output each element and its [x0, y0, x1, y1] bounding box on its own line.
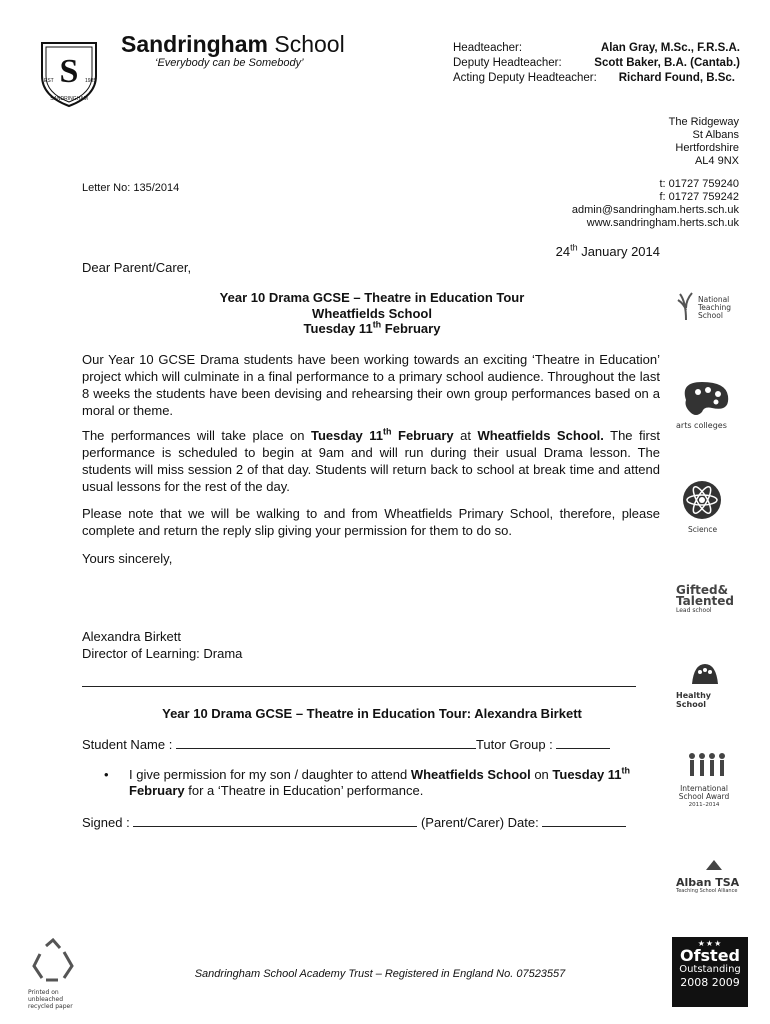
staff-row — [453, 72, 740, 87]
closing: Yours sincerely, — [82, 551, 173, 566]
crest-year: 1985 — [85, 78, 97, 84]
address-line: The Ridgeway — [668, 116, 739, 128]
logo-text: Printed on — [28, 989, 59, 996]
school-name-bold: Sandringham — [121, 31, 268, 57]
permission-venue: Wheatfields School — [410, 767, 531, 782]
logo-text: recycled paper — [28, 1003, 73, 1010]
gifted-talented-logo — [676, 585, 740, 614]
logo-text: Gifted& — [676, 583, 729, 597]
contact-details — [572, 178, 739, 230]
heading-line: Year 10 Drama GCSE – Theatre in Education Tour — [219, 290, 525, 305]
staff-role: Headteacher: — [453, 42, 523, 54]
para2-date: Tuesday 11 — [311, 428, 384, 443]
healthy-school-logo — [676, 662, 740, 709]
school-name — [121, 31, 345, 58]
alban-bird-icon — [704, 858, 724, 872]
recycled-paper-logo — [22, 938, 84, 1010]
crest-est: EST — [44, 78, 54, 84]
permission-text: for a ‘Theatre in Education’ performance. — [184, 783, 424, 798]
staff-row — [453, 57, 740, 72]
logo-text: Lead school — [676, 607, 712, 614]
permission-text: on — [530, 767, 553, 782]
reply-slip-title: Year 10 Drama GCSE – Theatre in Education Tour: Alexandra Birkett — [162, 706, 582, 721]
logo-text: National — [698, 295, 730, 304]
signatory-name: Alexandra Birkett — [82, 629, 181, 644]
ofsted-outstanding-logo — [672, 937, 748, 1007]
body-paragraph-1: Our Year 10 GCSE Drama students have been working towards an exciting ‘Theatre in Education’ project which will culminate in a final performance to a primary school audience. Throughout the last 8 weeks the students have been devising and rehearsing their own group performances based on a moral or theme. — [82, 352, 660, 418]
date-label: Date: — [507, 815, 539, 830]
address-line: AL4 9NX — [694, 155, 739, 167]
staff-name: Scott Baker, B.A. (Cantab.) — [594, 57, 740, 69]
para2-text: The performances will take place on — [82, 428, 311, 443]
arts-colleges-logo — [676, 378, 740, 430]
date-field[interactable] — [542, 815, 626, 827]
tutor-group-field[interactable] — [556, 737, 610, 749]
arts-palette-icon — [676, 378, 736, 418]
letter-heading — [82, 290, 662, 337]
tear-off-divider — [82, 686, 636, 687]
stars-icon: ★★★ — [697, 939, 723, 948]
parent-label: (Parent/Carer) — [420, 815, 505, 830]
permission-text: I give permission for my son / daughter to attend — [129, 767, 411, 782]
award-figures-icon — [684, 750, 728, 780]
permission-date: Tuesday 11 — [552, 767, 622, 782]
letter-date — [556, 244, 660, 259]
logo-text: Ofsted — [679, 946, 741, 965]
date-day: 24 — [555, 244, 571, 259]
logo-text: Talented — [676, 594, 734, 608]
school-address — [669, 116, 739, 168]
logo-text: School Award — [678, 792, 730, 801]
recycle-icon — [28, 938, 78, 984]
school-crest-logo — [38, 40, 100, 108]
logo-text: Healthy School — [676, 691, 711, 709]
para2-text: at — [453, 428, 478, 443]
para2-date-suffix: th — [383, 426, 392, 437]
signature-row — [82, 815, 626, 830]
heading-date-suffix: th — [372, 319, 382, 330]
para2-month: February — [391, 428, 454, 443]
student-name-label: Student Name : — [82, 737, 173, 752]
date-suffix: th — [570, 242, 578, 253]
logo-text: 2011–2014 — [688, 802, 720, 808]
para2-venue: Wheatfields School. — [477, 428, 604, 443]
logo-text: arts colleges — [676, 421, 727, 430]
salutation: Dear Parent/Carer, — [82, 260, 192, 275]
student-row — [82, 737, 610, 752]
school-motto: ‘Everybody can be Somebody’ — [155, 57, 304, 69]
footer-registration: Sandringham School Academy Trust – Registered in England No. 07523557 — [194, 968, 566, 980]
logo-text: Teaching School Alliance — [676, 888, 738, 894]
staff-name: Alan Gray, M.Sc., F.R.S.A. — [600, 42, 740, 54]
logo-text: 2008 2009 — [680, 976, 740, 989]
heading-date: Tuesday 11 — [303, 321, 373, 336]
phone: t: 01727 759240 — [659, 178, 739, 190]
staff-name: Richard Found, B.Sc. — [618, 72, 735, 84]
email[interactable]: admin@sandringham.herts.sch.uk — [571, 204, 739, 216]
signed-label: Signed : — [82, 815, 130, 830]
logo-text: School — [698, 311, 723, 320]
staff-list — [453, 42, 740, 87]
student-name-field[interactable] — [176, 737, 476, 749]
heading-line: Wheatfields School — [312, 305, 432, 321]
teaching-school-icon — [676, 290, 696, 322]
heading-month: February — [381, 321, 441, 336]
letter-number: Letter No: 135/2014 — [82, 182, 180, 194]
logo-text: Teaching — [698, 303, 731, 312]
tutor-group-label: Tutor Group : — [475, 737, 553, 752]
logo-text: Science — [688, 525, 718, 534]
staff-role: Acting Deputy Headteacher: — [453, 72, 597, 84]
staff-row — [453, 42, 740, 57]
science-logo — [676, 480, 740, 534]
bullet-point: • — [104, 767, 109, 782]
signature-field[interactable] — [133, 815, 417, 827]
school-name-rest: School — [274, 31, 345, 57]
para2-text: The first performance is scheduled to begin at 9am and will run during their usual Drama lesson. The students will miss session 2 of that day. Students will return back to school at break time and attend usual lessons for the rest of the day. — [82, 428, 660, 494]
body-paragraph-3: Please note that we will be walking to and from Wheatfields Primary School, therefore, please complete and return the reply slip giving your permission for them to do so. — [82, 506, 660, 538]
logo-text: International — [680, 784, 728, 793]
logo-text: Alban TSA — [676, 876, 740, 889]
staff-role: Deputy Headteacher: — [453, 57, 562, 69]
body-paragraph-2 — [82, 427, 660, 495]
international-school-award-logo — [676, 750, 740, 809]
permission-statement — [104, 767, 664, 799]
permission-date-suffix: th — [621, 765, 631, 776]
signatory — [82, 628, 242, 662]
healthy-people-icon — [690, 662, 720, 686]
logo-text: unbleached — [28, 996, 64, 1003]
date-rest: January 2014 — [577, 244, 660, 259]
signatory-title: Director of Learning: Drama — [82, 646, 243, 661]
permission-month: February — [129, 783, 185, 798]
heading-line — [82, 321, 662, 337]
crest-ribbon-text: SANDRINGHAM — [50, 96, 88, 102]
atom-icon — [680, 480, 724, 520]
logo-text: Outstanding — [679, 964, 741, 975]
alban-tsa-logo — [676, 858, 740, 894]
address-line: St Albans — [692, 129, 739, 141]
website[interactable]: www.sandringham.herts.sch.uk — [586, 217, 739, 229]
fax: f: 01727 759242 — [659, 191, 739, 203]
crest-letter: S — [59, 53, 79, 90]
address-line: Hertfordshire — [675, 142, 739, 154]
